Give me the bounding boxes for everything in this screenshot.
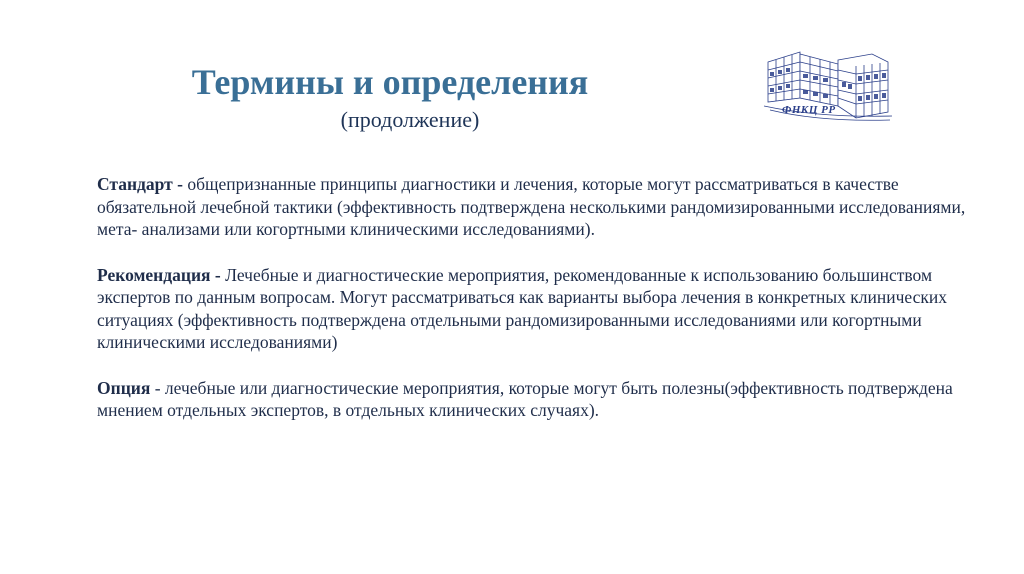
definitions-block [97, 173, 987, 445]
definition-text: общепризнанные принципы диагностики и лечения, которые могут рассматриваться в качестве обязательной лечебной тактики (эффективность подтверждена несколькими рандомизированными исследованиями, мета- анализами или когортными клиническими исследованиями). [97, 174, 966, 239]
definition-standard [97, 173, 987, 241]
slide-title: Термины и определения [191, 62, 589, 102]
definition-recommendation [97, 264, 987, 354]
definition-term: Стандарт - [97, 174, 183, 194]
definition-option [97, 377, 987, 422]
definition-text: - лечебные или диагностические мероприятия, которые могут быть полезны(эффективность подтверждена мнением отдельных экспертов, в отдельных клинических случаях). [97, 377, 953, 420]
definition-text: Лечебные и диагностические мероприятия, рекомендованные к использованию большинством экспертов по данным вопросам. Могут рассматриваться как варианты выбора лечения в конкретных клинических ситуациях (эффективность подтверждена отдельными рандомизированными исследованиями или когортными клиническими исследованиями) [97, 264, 948, 352]
logo-caption: ФНКЦ РР [782, 104, 836, 116]
slide-subtitle: (продолжение) [340, 107, 480, 132]
building-logo-icon [760, 40, 900, 136]
definition-term: Опция [97, 377, 151, 398]
definition-term: Рекомендация - [97, 264, 221, 285]
